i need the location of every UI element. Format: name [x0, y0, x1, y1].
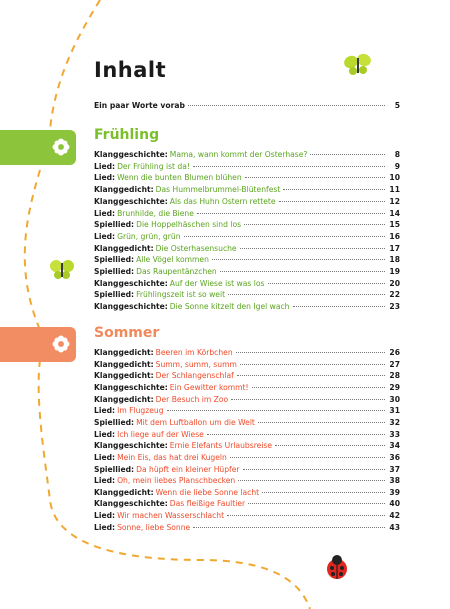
toc-entry-title: Wenn die liebe Sonne lacht	[155, 487, 260, 497]
page-number: 26	[389, 348, 400, 357]
toc-entry-type: Lied:	[94, 406, 116, 416]
dot-leader	[283, 189, 385, 190]
dot-leader	[193, 166, 385, 167]
toc-entry[interactable]	[94, 395, 400, 405]
toc-entry-type: Klanggeschichte:	[94, 302, 168, 312]
toc-entry-type: Klanggedicht:	[94, 394, 154, 404]
toc-entry-title: Auf der Wiese ist was los	[169, 278, 265, 288]
toc-entry-title: Summ, summ, summ	[155, 359, 237, 369]
toc-entry[interactable]	[94, 523, 400, 533]
page-number: 30	[389, 394, 400, 404]
toc-entry-title: Der Schlangenschlaf	[155, 371, 234, 381]
toc-entry[interactable]	[94, 302, 400, 312]
spring-tab	[0, 130, 76, 165]
toc-intro-label: Ein paar Worte vorab	[94, 101, 185, 110]
dot-leader	[184, 236, 385, 237]
toc-entry-type: Spiellied:	[94, 220, 135, 230]
toc-entry-title: Als das Huhn Ostern rettete	[169, 196, 276, 206]
toc-entry-type: Lied:	[94, 173, 116, 183]
page-number: 38	[389, 476, 400, 486]
toc-entry-title: Ernie Elefants Urlaubsreise	[169, 441, 273, 451]
toc-entry-title: Beeren im Körbchen	[155, 348, 233, 357]
toc-entry[interactable]	[94, 499, 400, 509]
toc-entry-title: Mit dem Luftballon um die Welt	[136, 417, 255, 427]
toc-entry[interactable]	[94, 511, 400, 521]
toc-entry-title: Brunhilde, die Biene	[117, 208, 194, 218]
toc-entry[interactable]	[94, 232, 400, 242]
toc-entry-type: Lied:	[94, 161, 116, 171]
page-number: 42	[389, 511, 400, 521]
toc-intro-row[interactable]	[94, 101, 400, 111]
toc-entry[interactable]	[94, 360, 400, 370]
toc-entry-title: Die Hoppelhäschen sind los	[136, 220, 242, 230]
dot-leader	[220, 271, 385, 272]
page-number: 12	[389, 196, 400, 206]
toc-entry-title: Oh, mein liebes Planschbecken	[117, 476, 236, 486]
toc-entry[interactable]	[94, 348, 400, 358]
toc-entry-type: Klanggeschichte:	[94, 150, 168, 159]
toc-entry-title: Die Osterhasensuche	[155, 243, 237, 253]
toc-entry-title: Der Frühling ist da!	[117, 161, 190, 171]
page-number: 20	[389, 278, 400, 288]
toc-entry-type: Lied:	[94, 231, 116, 241]
dot-leader	[227, 515, 385, 516]
page-number: 8	[394, 150, 400, 159]
toc-entry-title: Grün, grün, grün	[117, 231, 181, 241]
toc-entry-title: Ein Gewitter kommt!	[169, 382, 249, 392]
dot-leader	[252, 387, 385, 388]
toc-entry-title: Die Sonne kitzelt den Igel wach	[169, 302, 290, 312]
dot-leader	[188, 105, 385, 106]
butterfly-icon	[342, 52, 373, 75]
dot-leader	[167, 410, 385, 411]
flower-icon	[52, 138, 70, 156]
dot-leader	[279, 201, 385, 202]
dot-leader	[212, 259, 385, 260]
toc-entry[interactable]	[94, 441, 400, 451]
page-number: 23	[389, 302, 400, 312]
dot-leader	[240, 248, 385, 249]
toc-entry-type: Spiellied:	[94, 417, 135, 427]
toc-entry[interactable]	[94, 150, 400, 160]
toc-entry[interactable]	[94, 453, 400, 463]
toc-entry-type: Klanggedicht:	[94, 243, 154, 253]
dot-leader	[275, 445, 385, 446]
toc-entry-type: Spiellied:	[94, 464, 135, 474]
toc-entry[interactable]	[94, 197, 400, 207]
page-number: 19	[389, 267, 400, 276]
toc-entry[interactable]	[94, 290, 400, 300]
dot-leader	[228, 294, 385, 295]
toc-entry-type: Klanggedicht:	[94, 371, 154, 381]
toc-entry[interactable]	[94, 383, 400, 393]
toc-entry[interactable]	[94, 255, 400, 265]
page-number: 18	[389, 255, 400, 265]
toc-entry[interactable]	[94, 465, 400, 475]
dot-leader	[238, 480, 385, 481]
toc-entry-type: Spiellied:	[94, 290, 135, 300]
page-number: 43	[389, 522, 400, 532]
toc-entry-type: Klanggeschichte:	[94, 382, 168, 392]
toc-entry-title: Mama, wann kommt der Osterhase?	[169, 150, 308, 159]
page-number: 32	[389, 417, 400, 427]
toc-entry-type: Lied:	[94, 208, 116, 218]
page-number: 27	[389, 359, 400, 369]
toc-entry-type: Klanggedicht:	[94, 359, 154, 369]
toc-entry-title: Wir machen Wasserschlacht	[117, 511, 225, 521]
page-title: Inhalt	[94, 58, 167, 82]
toc-entry-type: Klanggeschichte:	[94, 499, 168, 509]
dot-leader	[207, 434, 385, 435]
toc-entry[interactable]	[94, 371, 400, 381]
toc-entry-type: Lied:	[94, 429, 116, 439]
section-heading-summer: Sommer	[94, 325, 160, 341]
toc-entry[interactable]	[94, 430, 400, 440]
page-number: 16	[389, 231, 400, 241]
toc-entry[interactable]	[94, 185, 400, 195]
toc-entry[interactable]	[94, 209, 400, 219]
toc-entry-type: Lied:	[94, 452, 116, 462]
toc-entry[interactable]	[94, 267, 400, 277]
toc-entry-type: Klanggedicht:	[94, 185, 154, 195]
toc-entry[interactable]	[94, 220, 400, 230]
toc-entry-type: Lied:	[94, 522, 116, 532]
toc-entry-type: Klanggedicht:	[94, 487, 154, 497]
toc-entry-title: Mein Eis, das hat drei Kugeln	[117, 452, 227, 462]
toc-entry[interactable]	[94, 244, 400, 254]
toc-entry[interactable]	[94, 488, 400, 498]
section-heading-spring: Frühling	[94, 127, 160, 143]
page-number: 11	[389, 185, 400, 195]
dot-leader	[268, 283, 386, 284]
toc-entry-title: Der Besuch im Zoo	[155, 394, 229, 404]
dot-leader	[197, 213, 385, 214]
toc-entry-type: Lied:	[94, 511, 116, 521]
dot-leader	[248, 503, 385, 504]
page-number: 34	[389, 441, 400, 451]
dot-leader	[230, 457, 385, 458]
page-number: 39	[389, 487, 400, 497]
page-number: 14	[389, 208, 400, 218]
toc-entry-title: Wenn die bunten Blumen blühen	[117, 173, 242, 183]
dot-leader	[258, 422, 385, 423]
toc-entry[interactable]	[94, 476, 400, 486]
toc-entry-title: Das Raupentänzchen	[136, 267, 217, 276]
toc-entry[interactable]	[94, 162, 400, 172]
page-number: 5	[394, 101, 400, 110]
ladybug-icon	[327, 555, 347, 579]
dot-leader	[293, 306, 386, 307]
toc-entry-title: Das fleißige Faultier	[169, 499, 246, 509]
page-number: 15	[389, 220, 400, 230]
page-number: 40	[389, 499, 400, 509]
dot-leader	[193, 527, 385, 528]
dot-leader	[262, 492, 385, 493]
page-number: 22	[389, 290, 400, 300]
dot-leader	[243, 469, 385, 470]
page-number: 36	[389, 452, 400, 462]
dot-leader	[245, 177, 385, 178]
toc-entry-type: Spiellied:	[94, 255, 135, 265]
toc-entry-title: Da hüpft ein kleiner Hüpfer	[136, 464, 240, 474]
toc-entry-title: Das Hummelbrummel-Blütenfest	[155, 185, 281, 195]
toc-entry[interactable]	[94, 279, 400, 289]
page-number: 33	[389, 429, 400, 439]
toc-entry[interactable]	[94, 173, 400, 183]
sun-icon	[52, 335, 70, 353]
butterfly-icon	[48, 258, 75, 279]
toc-entry-title: Frühlingszeit ist so weit	[136, 290, 226, 300]
page-number: 17	[389, 243, 400, 253]
toc-entry-type: Klanggeschichte:	[94, 441, 168, 451]
toc-entry-type: Spiellied:	[94, 267, 135, 276]
dot-leader	[240, 364, 385, 365]
toc-entry[interactable]	[94, 406, 400, 416]
toc-entry-type: Klanggedicht:	[94, 348, 154, 357]
page-number: 28	[389, 371, 400, 381]
dot-leader	[237, 375, 385, 376]
toc-entry-title: Sonne, liebe Sonne	[117, 522, 191, 532]
page-number: 37	[389, 464, 400, 474]
dot-leader	[310, 154, 385, 155]
toc-entry-title: Alle Vögel kommen	[136, 255, 209, 265]
toc-entry-title: Ich liege auf der Wiese	[117, 429, 204, 439]
dot-leader	[236, 352, 385, 353]
toc-entry-type: Klanggeschichte:	[94, 196, 168, 206]
toc-entry-type: Klanggeschichte:	[94, 278, 168, 288]
dot-leader	[244, 224, 385, 225]
page-number: 29	[389, 382, 400, 392]
page-number: 10	[389, 173, 400, 183]
toc-entry-title: Im Flugzeug	[117, 406, 164, 416]
dot-leader	[231, 399, 385, 400]
toc-entry[interactable]	[94, 418, 400, 428]
page-number: 31	[389, 406, 400, 416]
toc-entry-type: Lied:	[94, 476, 116, 486]
page-number: 9	[394, 161, 400, 171]
summer-tab	[0, 327, 76, 362]
